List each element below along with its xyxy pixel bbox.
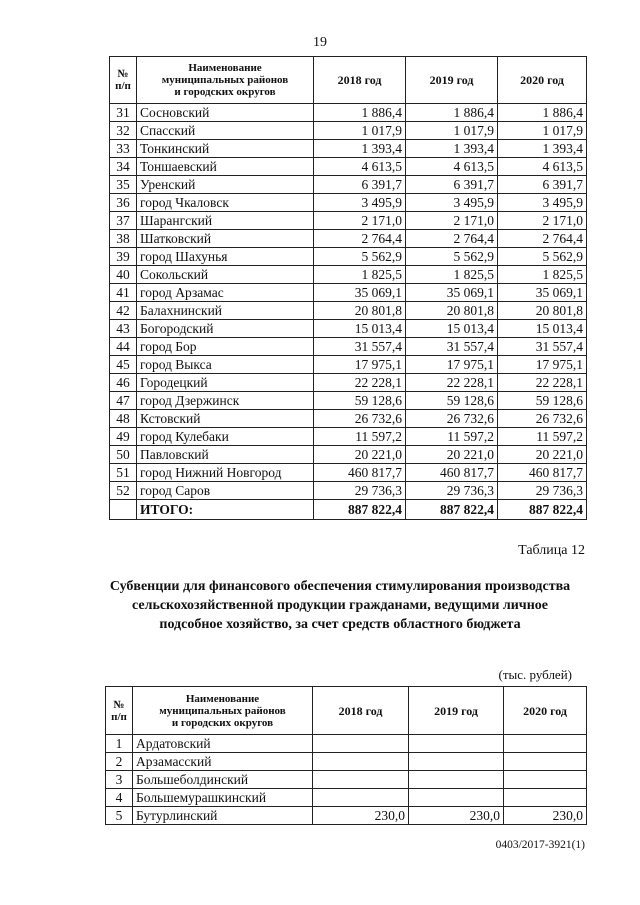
row-num: 42 <box>110 302 137 320</box>
row-num: 32 <box>110 122 137 140</box>
row-2020: 20 221,0 <box>498 446 587 464</box>
subsidy-table-continued <box>109 56 587 520</box>
row-2020: 1 393,4 <box>498 140 587 158</box>
unit-label: (тыс. рублей) <box>498 667 572 682</box>
table-row <box>110 374 587 392</box>
row-2020: 20 801,8 <box>498 302 587 320</box>
row-2019: 1 886,4 <box>406 104 498 122</box>
table-row <box>110 410 587 428</box>
row-2020: 1 017,9 <box>498 122 587 140</box>
header-2018: 2018 год <box>313 687 409 735</box>
table-row <box>110 446 587 464</box>
row-2019: 15 013,4 <box>406 320 498 338</box>
header-name: Наименование муниципальных районов и городских округов <box>137 57 314 104</box>
table-row <box>110 482 587 500</box>
row-2020: 1 825,5 <box>498 266 587 284</box>
header-num: № п/п <box>110 57 137 104</box>
row-2019: 4 613,5 <box>406 158 498 176</box>
table-row <box>106 807 587 825</box>
row-2019: 2 764,4 <box>406 230 498 248</box>
header-num: № п/п <box>106 687 133 735</box>
row-name: город Бор <box>137 338 314 356</box>
row-num: 37 <box>110 212 137 230</box>
row-2018: 20 801,8 <box>314 302 406 320</box>
row-name: Кстовский <box>137 410 314 428</box>
row-name: город Выкса <box>137 356 314 374</box>
row-name: Сокольский <box>137 266 314 284</box>
table-label: Таблица 12 <box>518 543 585 558</box>
row-name: Павловский <box>137 446 314 464</box>
row-2018: 20 221,0 <box>314 446 406 464</box>
row-2018: 4 613,5 <box>314 158 406 176</box>
row-2018: 230,0 <box>313 807 409 825</box>
row-2020: 5 562,9 <box>498 248 587 266</box>
row-num: 39 <box>110 248 137 266</box>
row-name: город Чкаловск <box>137 194 314 212</box>
row-2020: 11 597,2 <box>498 428 587 446</box>
row-2020: 22 228,1 <box>498 374 587 392</box>
row-num: 3 <box>106 771 133 789</box>
row-name: Спасский <box>137 122 314 140</box>
row-name: город Дзержинск <box>137 392 314 410</box>
row-num: 1 <box>106 735 133 753</box>
row-num: 47 <box>110 392 137 410</box>
row-name: Шарангский <box>137 212 314 230</box>
row-name: Уренский <box>137 176 314 194</box>
row-2020 <box>504 771 587 789</box>
row-num: 46 <box>110 374 137 392</box>
row-name: Балахнинский <box>137 302 314 320</box>
row-name: Бутурлинский <box>133 807 313 825</box>
table-row <box>110 140 587 158</box>
row-2018: 1 825,5 <box>314 266 406 284</box>
row-num: 35 <box>110 176 137 194</box>
row-2019 <box>409 753 504 771</box>
row-2020 <box>504 753 587 771</box>
header-name: Наименование муниципальных районов и городских округов <box>133 687 313 735</box>
row-name: город Кулебаки <box>137 428 314 446</box>
table-row <box>110 338 587 356</box>
row-2018: 2 171,0 <box>314 212 406 230</box>
row-name: Городецкий <box>137 374 314 392</box>
table-row <box>110 464 587 482</box>
table-header-row <box>110 57 587 104</box>
row-2019: 460 817,7 <box>406 464 498 482</box>
row-2018 <box>313 771 409 789</box>
table-row <box>110 266 587 284</box>
row-name: Богородский <box>137 320 314 338</box>
header-2020: 2020 год <box>504 687 587 735</box>
row-2020 <box>504 789 587 807</box>
row-2020: 1 886,4 <box>498 104 587 122</box>
row-num: 48 <box>110 410 137 428</box>
row-2018: 22 228,1 <box>314 374 406 392</box>
row-2018: 17 975,1 <box>314 356 406 374</box>
subsidy-table-12 <box>105 686 587 825</box>
table-row <box>110 176 587 194</box>
table-row <box>106 735 587 753</box>
row-name: Ардатовский <box>133 735 313 753</box>
row-num: 51 <box>110 464 137 482</box>
header-2019: 2019 год <box>406 57 498 104</box>
table-row <box>110 230 587 248</box>
table-row <box>106 753 587 771</box>
row-num: 49 <box>110 428 137 446</box>
row-2019: 230,0 <box>409 807 504 825</box>
row-2018: 6 391,7 <box>314 176 406 194</box>
total-label: ИТОГО: <box>137 500 314 520</box>
row-name: город Нижний Новгород <box>137 464 314 482</box>
row-name: Шатковский <box>137 230 314 248</box>
table-row <box>110 428 587 446</box>
row-num: 40 <box>110 266 137 284</box>
row-2019: 17 975,1 <box>406 356 498 374</box>
row-2020: 4 613,5 <box>498 158 587 176</box>
row-2019: 22 228,1 <box>406 374 498 392</box>
row-2019: 1 825,5 <box>406 266 498 284</box>
row-name: Тоншаевский <box>137 158 314 176</box>
total-2018: 887 822,4 <box>314 500 406 520</box>
row-2018: 59 128,6 <box>314 392 406 410</box>
total-row <box>110 500 587 520</box>
row-num: 5 <box>106 807 133 825</box>
row-2018: 460 817,7 <box>314 464 406 482</box>
row-2018 <box>313 753 409 771</box>
row-2019 <box>409 789 504 807</box>
row-num: 38 <box>110 230 137 248</box>
row-num: 34 <box>110 158 137 176</box>
row-num: 36 <box>110 194 137 212</box>
table-row <box>110 104 587 122</box>
row-2020: 35 069,1 <box>498 284 587 302</box>
total-2020: 887 822,4 <box>498 500 587 520</box>
row-2018: 5 562,9 <box>314 248 406 266</box>
table-row <box>110 212 587 230</box>
page-number: 19 <box>313 35 327 50</box>
row-num: 45 <box>110 356 137 374</box>
row-2018 <box>313 735 409 753</box>
row-2018: 35 069,1 <box>314 284 406 302</box>
row-2018: 3 495,9 <box>314 194 406 212</box>
row-2018: 1 393,4 <box>314 140 406 158</box>
table-row <box>106 771 587 789</box>
row-2018: 1 886,4 <box>314 104 406 122</box>
row-name: Большемурашкинский <box>133 789 313 807</box>
row-num: 33 <box>110 140 137 158</box>
row-name: Арзамасский <box>133 753 313 771</box>
row-2018: 29 736,3 <box>314 482 406 500</box>
row-2019: 26 732,6 <box>406 410 498 428</box>
table-row <box>110 158 587 176</box>
row-name: город Саров <box>137 482 314 500</box>
table-row <box>110 122 587 140</box>
row-2020: 460 817,7 <box>498 464 587 482</box>
row-num: 2 <box>106 753 133 771</box>
row-2018 <box>313 789 409 807</box>
row-2020: 29 736,3 <box>498 482 587 500</box>
row-2018: 11 597,2 <box>314 428 406 446</box>
row-2020: 2 764,4 <box>498 230 587 248</box>
row-name: Большеболдинский <box>133 771 313 789</box>
table-row <box>110 248 587 266</box>
table-row <box>106 789 587 807</box>
row-2020: 17 975,1 <box>498 356 587 374</box>
row-2019: 31 557,4 <box>406 338 498 356</box>
table-title: Субвенции для финансового обеспечения стимулирования производства сельскохозяйственной продукции гражданами, ведущими личное подсобное хозяйство, за счет средств областного бюджета <box>109 579 571 632</box>
row-2019: 11 597,2 <box>406 428 498 446</box>
row-2019: 20 221,0 <box>406 446 498 464</box>
table-row <box>110 302 587 320</box>
row-2019: 20 801,8 <box>406 302 498 320</box>
row-2020: 3 495,9 <box>498 194 587 212</box>
row-name: город Шахунья <box>137 248 314 266</box>
table-row <box>110 284 587 302</box>
document-code: 0403/2017-3921(1) <box>495 839 585 851</box>
row-2020: 230,0 <box>504 807 587 825</box>
row-num: 52 <box>110 482 137 500</box>
row-2019: 2 171,0 <box>406 212 498 230</box>
row-2019: 6 391,7 <box>406 176 498 194</box>
row-2018: 2 764,4 <box>314 230 406 248</box>
table-header-row <box>106 687 587 735</box>
table-row <box>110 194 587 212</box>
total-2019: 887 822,4 <box>406 500 498 520</box>
table-row <box>110 392 587 410</box>
row-name: Тонкинский <box>137 140 314 158</box>
row-2019: 5 562,9 <box>406 248 498 266</box>
row-2018: 26 732,6 <box>314 410 406 428</box>
row-num: 50 <box>110 446 137 464</box>
header-2019: 2019 год <box>409 687 504 735</box>
row-2020: 15 013,4 <box>498 320 587 338</box>
row-2019 <box>409 735 504 753</box>
table-row <box>110 356 587 374</box>
table-row <box>110 320 587 338</box>
total-num-cell <box>110 500 137 520</box>
row-2019: 1 393,4 <box>406 140 498 158</box>
row-2020: 26 732,6 <box>498 410 587 428</box>
row-2019: 1 017,9 <box>406 122 498 140</box>
row-num: 44 <box>110 338 137 356</box>
row-2020: 59 128,6 <box>498 392 587 410</box>
row-num: 41 <box>110 284 137 302</box>
row-num: 31 <box>110 104 137 122</box>
row-2018: 1 017,9 <box>314 122 406 140</box>
row-2019: 59 128,6 <box>406 392 498 410</box>
row-2019 <box>409 771 504 789</box>
header-2018: 2018 год <box>314 57 406 104</box>
row-name: Сосновский <box>137 104 314 122</box>
row-num: 43 <box>110 320 137 338</box>
row-num: 4 <box>106 789 133 807</box>
row-2019: 35 069,1 <box>406 284 498 302</box>
row-2020: 2 171,0 <box>498 212 587 230</box>
row-2019: 29 736,3 <box>406 482 498 500</box>
row-2019: 3 495,9 <box>406 194 498 212</box>
row-2018: 15 013,4 <box>314 320 406 338</box>
row-name: город Арзамас <box>137 284 314 302</box>
row-2018: 31 557,4 <box>314 338 406 356</box>
header-2020: 2020 год <box>498 57 587 104</box>
row-2020 <box>504 735 587 753</box>
row-2020: 31 557,4 <box>498 338 587 356</box>
row-2020: 6 391,7 <box>498 176 587 194</box>
